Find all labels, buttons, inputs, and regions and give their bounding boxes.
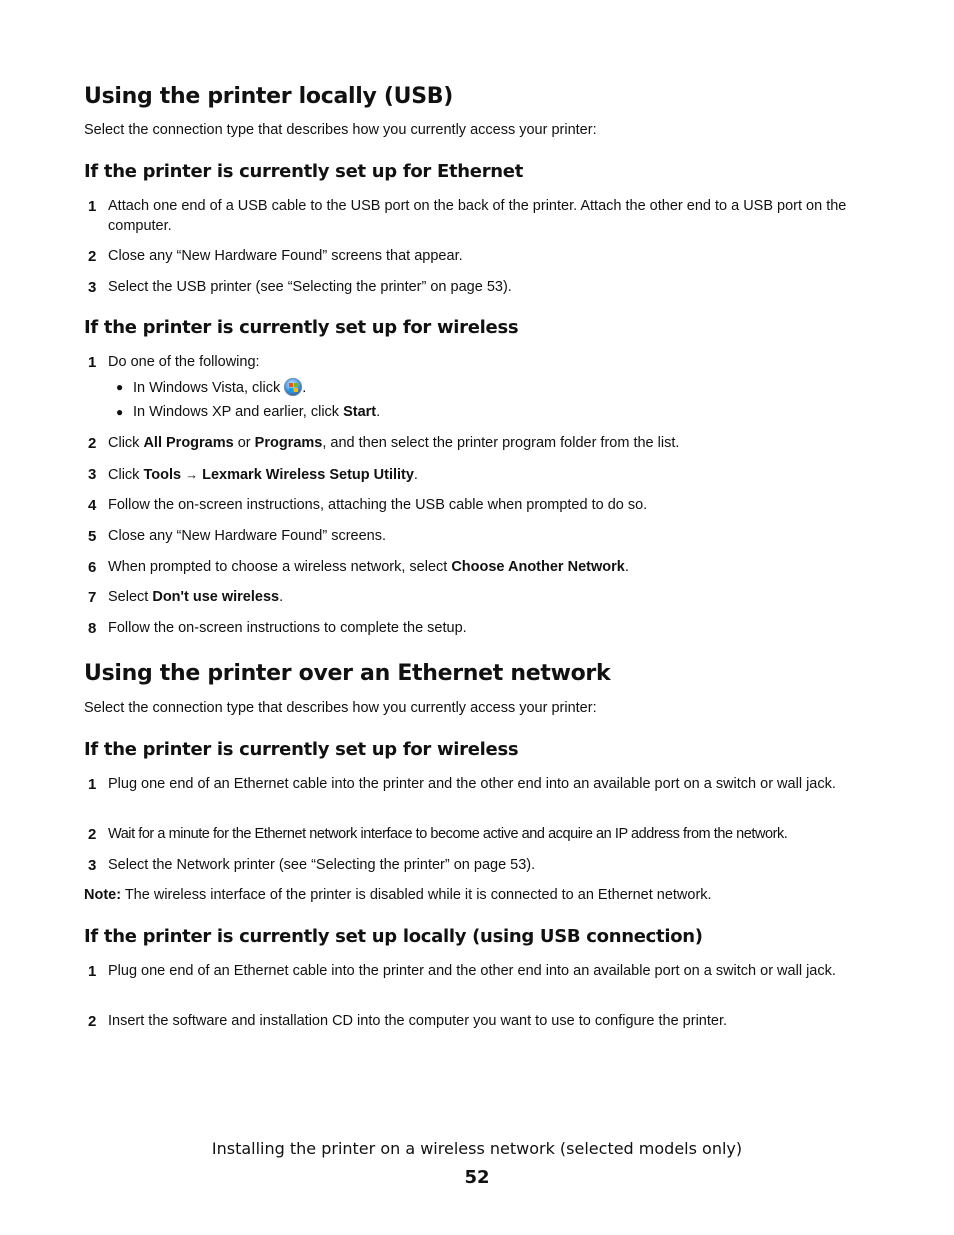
step-number: 3	[88, 466, 97, 483]
step-number: 2	[88, 435, 97, 452]
page-number: 52	[464, 1167, 490, 1188]
step-number: 1	[88, 776, 97, 793]
note-label: Note:	[84, 887, 122, 903]
step-number: 4	[88, 497, 97, 514]
step-text: When prompted to choose a wireless network, select Choose Another Network.	[108, 559, 629, 575]
step-text: Select Don't use wireless.	[108, 589, 284, 605]
bullet-text: In Windows Vista, click .	[133, 380, 307, 396]
step-text: Follow the on-screen instructions to complete the setup.	[108, 620, 467, 636]
arrow-icon: →	[185, 467, 199, 482]
step-text: Do one of the following:	[108, 354, 260, 370]
note	[84, 887, 712, 903]
subheading-usb-connection: If the printer is currently set up locally (using USB connection)	[84, 926, 703, 947]
step-text: Select the Network printer (see “Selecting the printer” on page 53).	[108, 857, 536, 873]
step-text: Follow the on-screen instructions, attaching the USB cable when prompted to do so.	[108, 497, 648, 513]
step-text: Wait for a minute for the Ethernet network interface to become active and acquire an IP address from the network.	[108, 826, 788, 842]
windows-start-icon	[284, 378, 302, 396]
step-text: Click All Programs or Programs, and then select the printer program folder from the list.	[108, 435, 680, 451]
section-heading-usb: Using the printer locally (USB)	[84, 84, 453, 109]
step-text: Click Tools → Lexmark Wireless Setup Utility.	[108, 467, 418, 483]
subheading-wireless: If the printer is currently set up for wireless	[84, 317, 519, 338]
subheading-wireless: If the printer is currently set up for wireless	[84, 739, 519, 760]
section-heading-ethernet: Using the printer over an Ethernet network	[84, 661, 611, 686]
note-text: The wireless interface of the printer is disabled while it is connected to an Ethernet network.	[121, 887, 712, 903]
step-text: Select the USB printer (see “Selecting the printer” on page 53).	[108, 279, 512, 295]
step-text: Insert the software and installation CD into the computer you want to use to configure the printer.	[108, 1013, 728, 1029]
step-text: Attach one end of a USB cable to the USB port on the back of the printer. Attach the other end to a USB port on the computer.	[108, 198, 847, 234]
step-number: 3	[88, 279, 97, 296]
step-text: Plug one end of an Ethernet cable into the printer and the other end into an available port on a switch or wall jack.	[108, 963, 836, 979]
step-number: 1	[88, 354, 97, 371]
step-number: 1	[88, 963, 97, 980]
step-number: 2	[88, 248, 97, 265]
footer-title: Installing the printer on a wireless network (selected models only)	[211, 1139, 743, 1158]
step-number: 2	[88, 826, 97, 843]
step-number: 1	[88, 198, 97, 215]
bullet-text: In Windows XP and earlier, click Start.	[133, 404, 381, 420]
section-intro: Select the connection type that describes how you currently access your printer:	[84, 700, 597, 716]
step-number: 2	[88, 1013, 97, 1030]
section-intro: Select the connection type that describes how you currently access your printer:	[84, 122, 597, 138]
step-number: 8	[88, 620, 97, 637]
bullet-dot: ●	[116, 380, 124, 394]
step-number: 6	[88, 559, 97, 576]
step-number: 3	[88, 857, 97, 874]
subheading-ethernet: If the printer is currently set up for Ethernet	[84, 161, 524, 182]
step-text: Close any “New Hardware Found” screens that appear.	[108, 248, 463, 264]
step-text: Plug one end of an Ethernet cable into the printer and the other end into an available port on a switch or wall jack.	[108, 776, 836, 792]
step-number: 7	[88, 589, 97, 606]
step-number: 5	[88, 528, 97, 545]
bullet-dot: ●	[116, 405, 124, 419]
step-text: Close any “New Hardware Found” screens.	[108, 528, 387, 544]
